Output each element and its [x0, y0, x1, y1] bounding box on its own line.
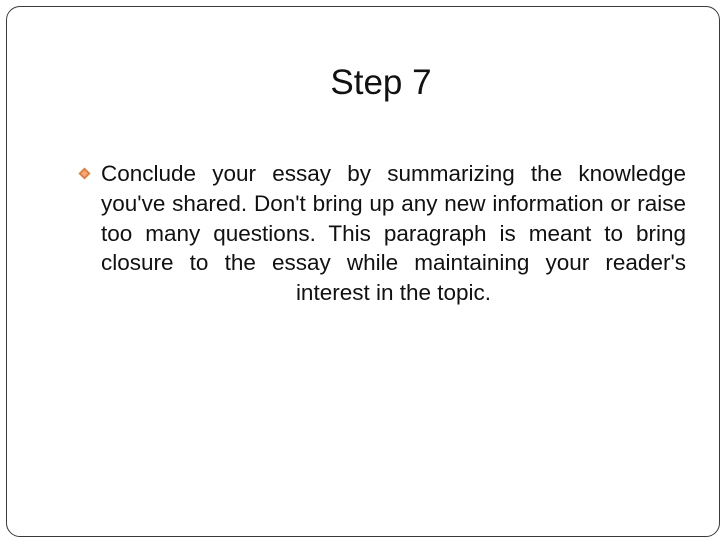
slide-body — [78, 159, 686, 308]
slide-title: Step 7 — [330, 63, 432, 102]
bullet-item — [78, 159, 686, 308]
diamond-bullet-icon — [78, 167, 91, 180]
bullet-text: Conclude your essay by summarizing the knowledge you've shared. Don't bring up any new information or raise too many questions. This paragraph is meant to bring closure to the essay while maintaining your reader's interest in the topic. — [101, 161, 686, 306]
